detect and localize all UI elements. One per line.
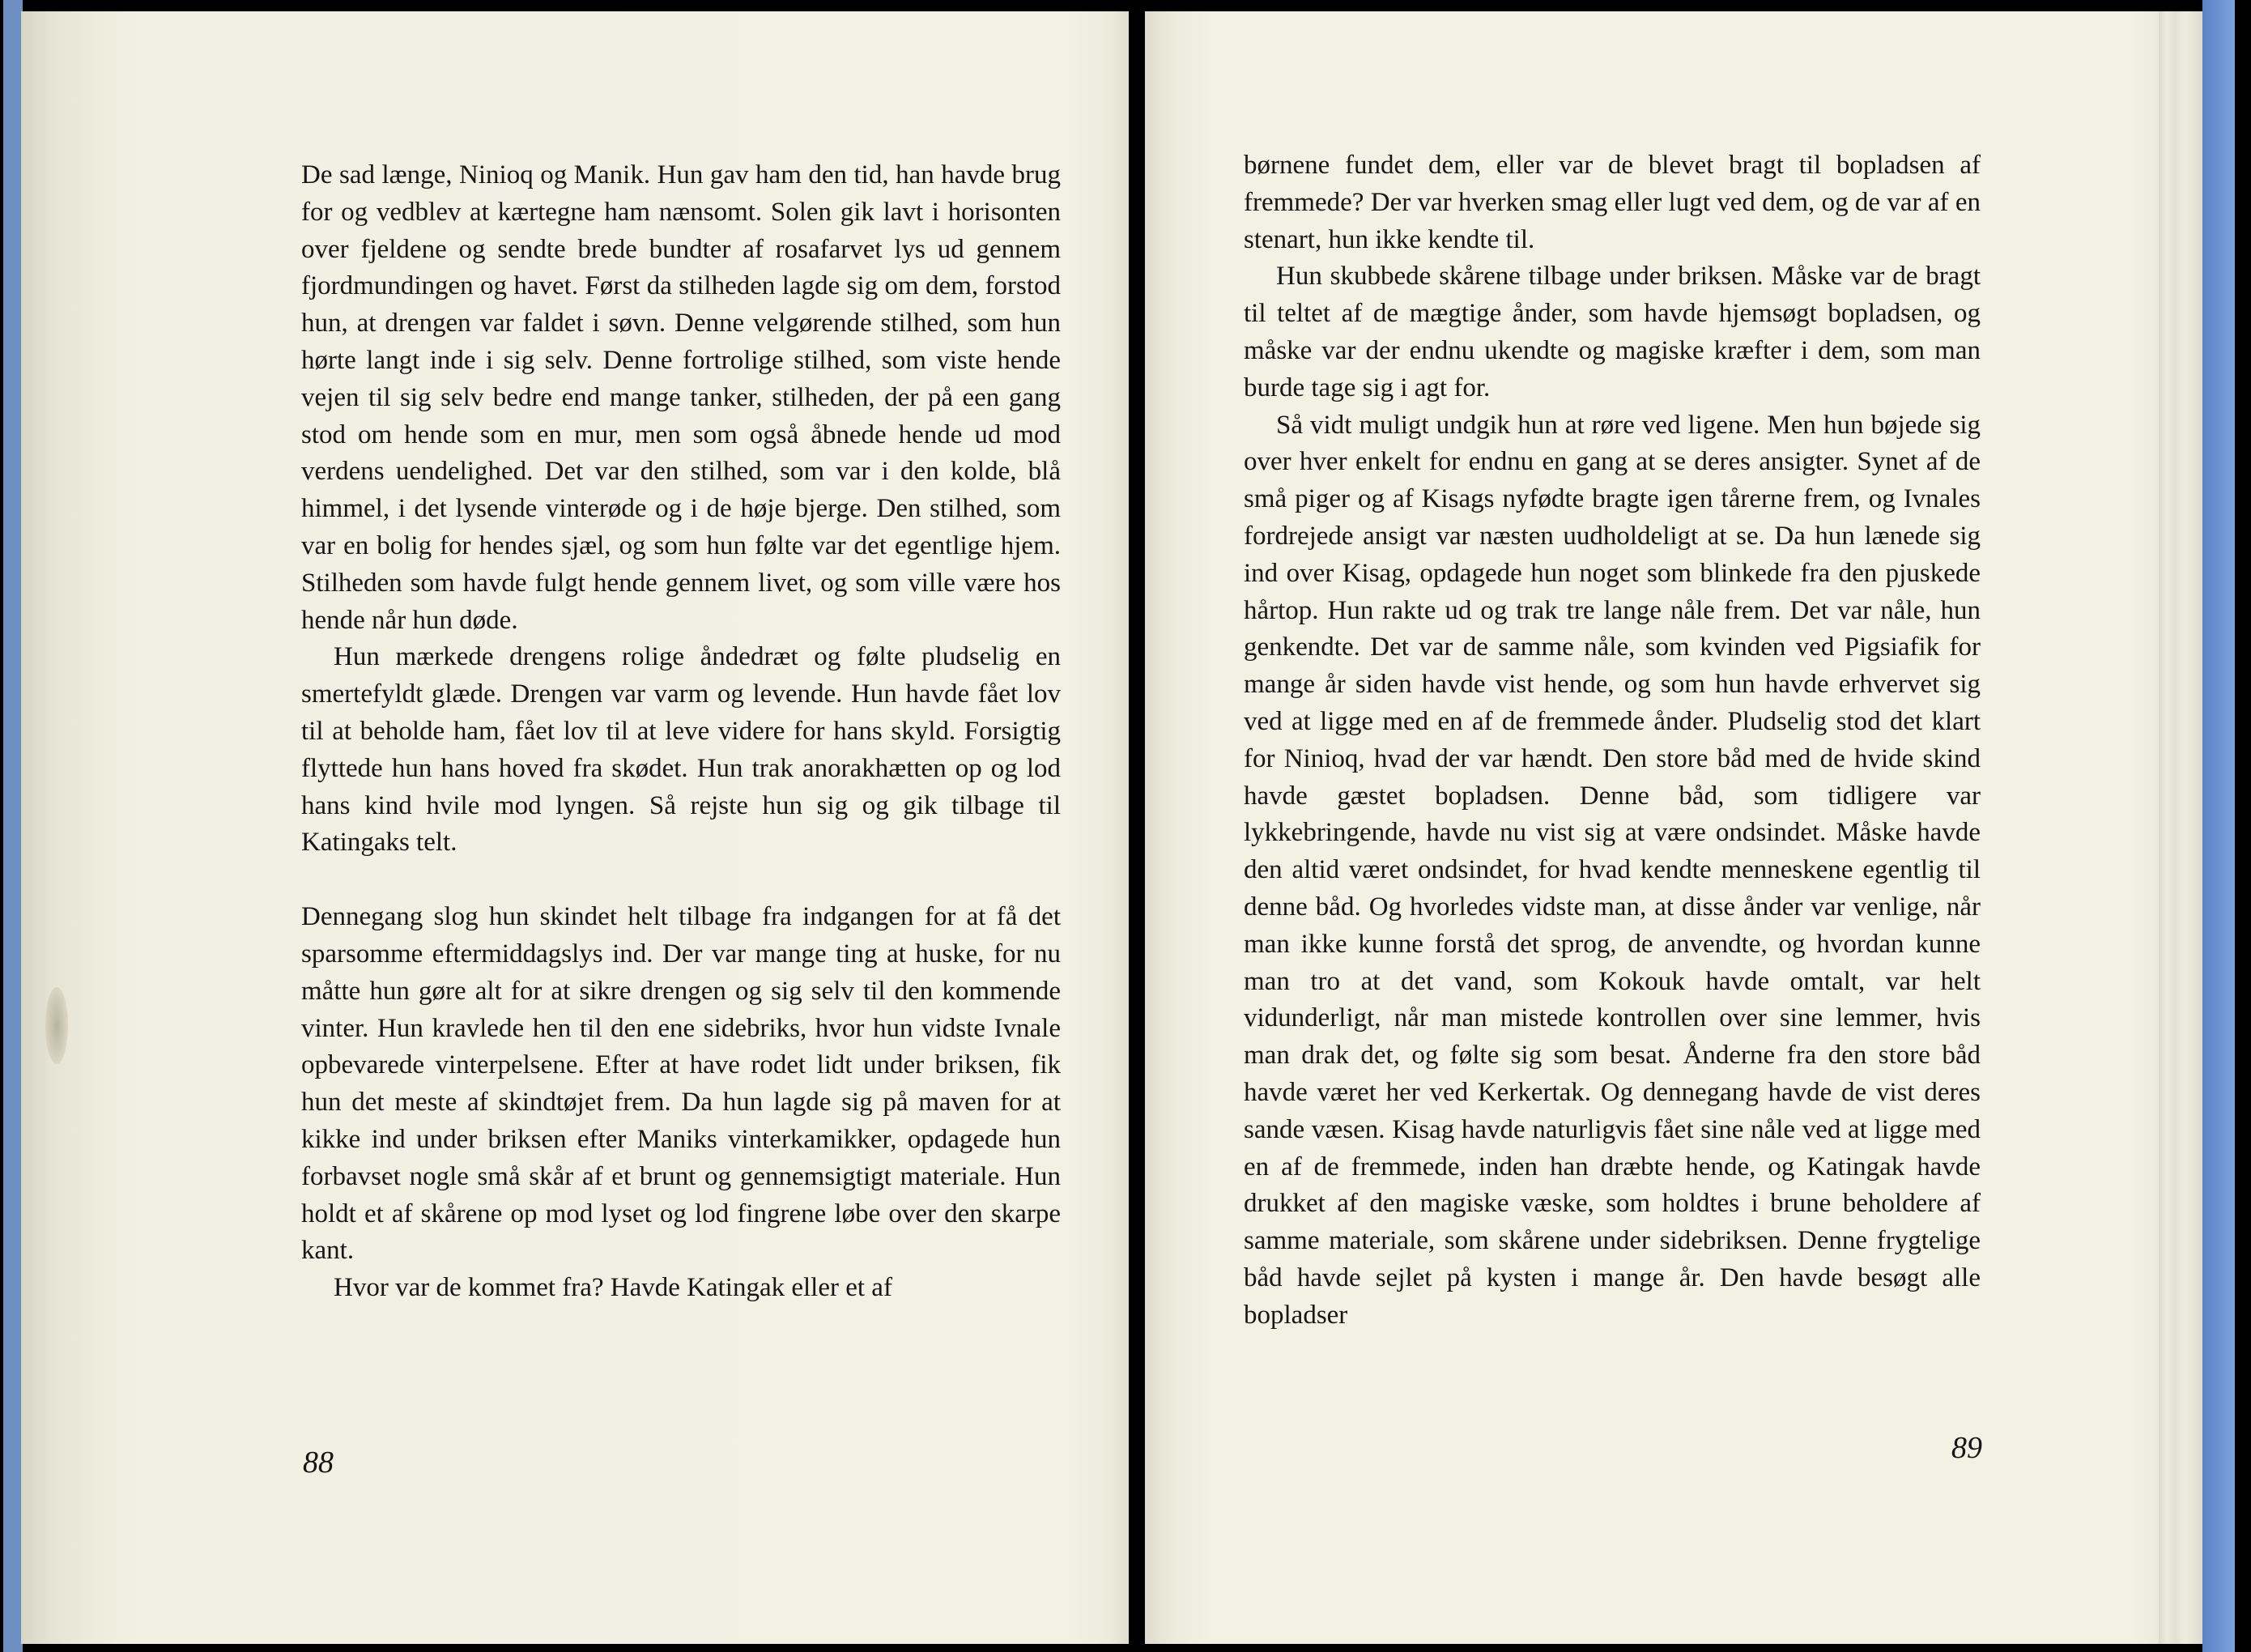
page-number-left: 88: [303, 1446, 334, 1480]
paragraph: De sad længe, Ninioq og Manik. Hun gav ham den tid, han havde brug for og vedblev at kærtegne ham nænsomt. Solen gik lavt i horisonten over fjeldene og sendte brede bundter af rosafarvet lys ud gennem fjordmundingen og havet. Først da stilheden lagde sig om dem, forstod hun, at drengen var faldet i søvn. Denne velgørende stilhed, som hun hørte langt inde i sig selv. Denne fortrolige stilhed, som viste hende vejen til sig selv bedre end mange tanker, stilheden, der på een gang stod om hende som en mur, men som også åbnede hende ud mod verdens uendelighed. Det var den stilhed, som var i den kolde, blå himmel, i det lysende vinterøde og i de høje bjerge. Den stilhed, som var en bolig for hendes sjæl, og som hun følte var det egentlige hjem. Stilheden som havde fulgt hende gennem livet, og som ville være hos hende når hun døde.: [301, 160, 1061, 635]
paragraph: Hun mærkede drengens rolige åndedræt og følte pludselig en smertefyldt glæde. Drengen var varm og levende. Hun havde fået lov til at beholde ham, fået lov til at leve videre for hans skyld. Forsigtig flyttede hun hans hoved fra skødet. Hun trak anorakhætten op og lod hans kind hvile mod lyngen. Så rejste hun sig og gik tilbage til Katingaks telt.: [301, 642, 1061, 858]
page-blemish: [45, 987, 68, 1064]
left-page-text: [301, 157, 1061, 1307]
right-page-text: [1244, 147, 1981, 1335]
paragraph: Hun skubbede skårene tilbage under briksen. Måske var de bragt til teltet af de mægtige ånder, som havde hjemsøgt bopladsen, og måske var der endnu ukendte og magiske kræfter i dem, som man burde tage sig i agt for.: [1244, 262, 1981, 402]
paragraph: børnene fundet dem, eller var de blevet bragt til bopladsen af fremmede? Der var hverken smag eller lugt ved dem, og de var af en stenart, hun ikke kendte til.: [1244, 151, 1981, 254]
paragraph: Så vidt muligt undgik hun at røre ved ligene. Men hun bøjede sig over hver enkelt for endnu en gang at se deres ansigter. Synet af de små piger og af Kisags nyfødte bragte igen tårerne frem, og Ivnales fordrejede ansigt var næsten uudholdeligt at se. Da hun lænede sig ind over Kisag, opdagede hun noget som blinkede fra den pjuskede hårtop. Hun rakte ud og trak tre lange nåle frem. Det var nåle, hun genkendte. Det var de samme nåle, som kvinden ved Pigsiafik for mange år siden havde vist hende, og som hun havde erhvervet sig ved at ligge med en af de fremmede ånder. Pludselig stod det klart for Ninioq, hvad der var hændt. Den store båd med de hvide skind havde gæstet bopladsen. Denne båd, som tidligere var lykkebringende, havde nu vist sig at være ondsindet. Måske havde den altid været ondsindet, for hvad kendte menneskene egentlig til denne båd. Og hvorledes vidste man, at disse ånder var venlige, når man ikke kunne forstå det sprog, de anvendte, og hvordan kunne man tro at det vand, som Kokouk havde omtalt, var helt vidunderligt, når man mistede kontrollen over sine lemmer, hvis man drak det, og følte sig som besat. Ånderne fra den store båd havde været her ved Kerkertak. Og dennegang havde de vist deres sande væsen. Kisag havde naturligvis fået sine nåle ved at ligge med en af de fremmede, inden han dræbte hende, og Katingak havde drukket af den magiske væske, som holdtes i brune beholdere af samme materiale, som skårene under sidebriksen. Denne frygtelige båd havde sejlet på kysten i mange år. Den havde besøgt alle bopladser: [1244, 410, 1981, 1330]
page-number-right: 89: [1951, 1431, 1982, 1465]
paragraph: Hvor var de kommet fra? Havde Katingak eller et af: [334, 1273, 892, 1303]
right-page: [1145, 11, 2159, 1644]
book-cover-edge-left: [3, 0, 23, 1652]
page-stack-edge: [2159, 11, 2202, 1644]
paragraph: Dennegang slog hun skindet helt tilbage fra indgangen for at få det sparsomme eftermiddagslys ind. Der var mange ting at huske, for nu måtte hun gøre alt for at sikre drengen og sig selv til den kommende vinter. Hun kravlede hen til den ene sidebriks, hvor hun vidste Ivnale opbevarede vinterpelsene. Efter at have rodet lidt under briksen, fik hun det meste af skindtøjet frem. Da hun lagde sig på maven for at kikke ind under briksen efter Maniks vinterkamikker, opdagede hun forbavset nogle små skår af et brunt og gennemsigtigt materiale. Hun holdt et af skårene op mod lyset og lod fingrene løbe over den skarpe kant.: [301, 902, 1061, 1266]
left-page: [21, 11, 1129, 1644]
book-cover-edge-right: [2202, 0, 2235, 1652]
